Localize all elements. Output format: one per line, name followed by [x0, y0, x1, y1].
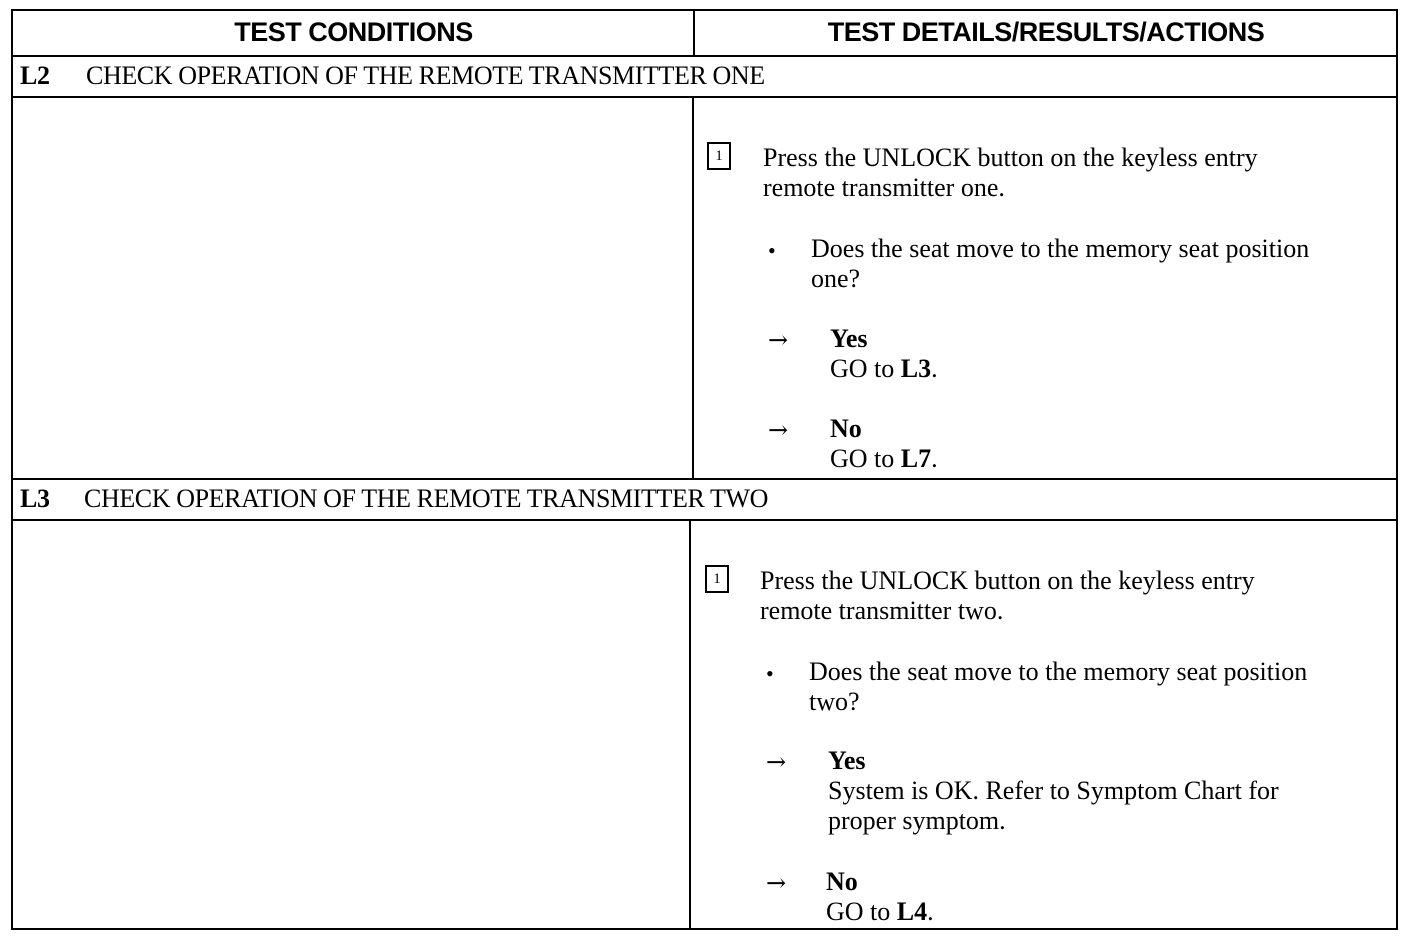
- action-step-ref: L3: [900, 354, 932, 383]
- yes-action-line: proper symptom.: [828, 806, 1006, 835]
- question-line: one?: [811, 264, 861, 293]
- header-test-conditions: TEST CONDITIONS: [234, 16, 473, 47]
- yes-label: Yes: [830, 324, 868, 353]
- action-step-ref: L7: [900, 444, 932, 473]
- bullet-icon: •: [766, 661, 774, 686]
- section-title-text: CHECK OPERATION OF THE REMOTE TRANSMITTER ONE: [86, 61, 765, 90]
- action-prefix: GO to: [830, 354, 901, 383]
- header-test-details: TEST DETAILS/RESULTS/ACTIONS: [827, 16, 1265, 47]
- question-line: two?: [809, 687, 860, 716]
- yes-outcome: [828, 746, 1279, 836]
- action-suffix: .: [931, 444, 938, 473]
- step-instruction-line: Press the UNLOCK button on the keyless entry: [763, 143, 1258, 172]
- yes-outcome: [830, 324, 938, 384]
- question: [809, 657, 1307, 717]
- no-label: No: [826, 867, 858, 896]
- yes-label: Yes: [828, 746, 866, 775]
- bullet-icon: •: [768, 238, 776, 263]
- header-column-divider: [693, 9, 695, 56]
- section-title-l2: [20, 56, 765, 96]
- question-line: Does the seat move to the memory seat position: [809, 657, 1308, 686]
- section-title-text: CHECK OPERATION OF THE REMOTE TRANSMITTER TWO: [84, 484, 769, 513]
- section-id: L3: [20, 484, 50, 513]
- section-l3-column-divider: [689, 519, 691, 930]
- right-arrow-icon: →: [766, 869, 787, 897]
- action-step-ref: L4: [896, 897, 928, 926]
- yes-action-line: System is OK. Refer to Symptom Chart for: [828, 776, 1279, 805]
- action-prefix: GO to: [826, 897, 897, 926]
- no-label: No: [830, 414, 862, 443]
- section-l2-title-divider: [11, 96, 1398, 98]
- action-suffix: .: [927, 897, 934, 926]
- section-l2-column-divider: [692, 96, 694, 479]
- action-suffix: .: [931, 354, 938, 383]
- action-prefix: GO to: [830, 444, 901, 473]
- no-action: [830, 444, 938, 474]
- step-instruction-line: remote transmitter two.: [760, 596, 1004, 625]
- section-id: L2: [20, 61, 50, 90]
- step-instruction: [763, 143, 1258, 203]
- question: [811, 234, 1309, 294]
- right-arrow-icon: →: [768, 416, 789, 444]
- no-outcome: [826, 867, 934, 927]
- step-instruction-line: Press the UNLOCK button on the keyless entry: [760, 566, 1255, 595]
- step-instruction-line: remote transmitter one.: [763, 173, 1005, 202]
- step-number-box: 1: [707, 142, 731, 170]
- right-arrow-icon: →: [768, 326, 789, 354]
- step-number-box: 1: [705, 565, 729, 593]
- no-outcome: [830, 414, 938, 474]
- section-title-l3: [20, 479, 768, 519]
- no-action: [826, 897, 934, 927]
- right-arrow-icon: →: [766, 748, 787, 776]
- section-l3-title-divider: [11, 519, 1398, 521]
- step-instruction: [760, 566, 1255, 626]
- question-line: Does the seat move to the memory seat position: [811, 234, 1310, 263]
- yes-action: [830, 354, 938, 384]
